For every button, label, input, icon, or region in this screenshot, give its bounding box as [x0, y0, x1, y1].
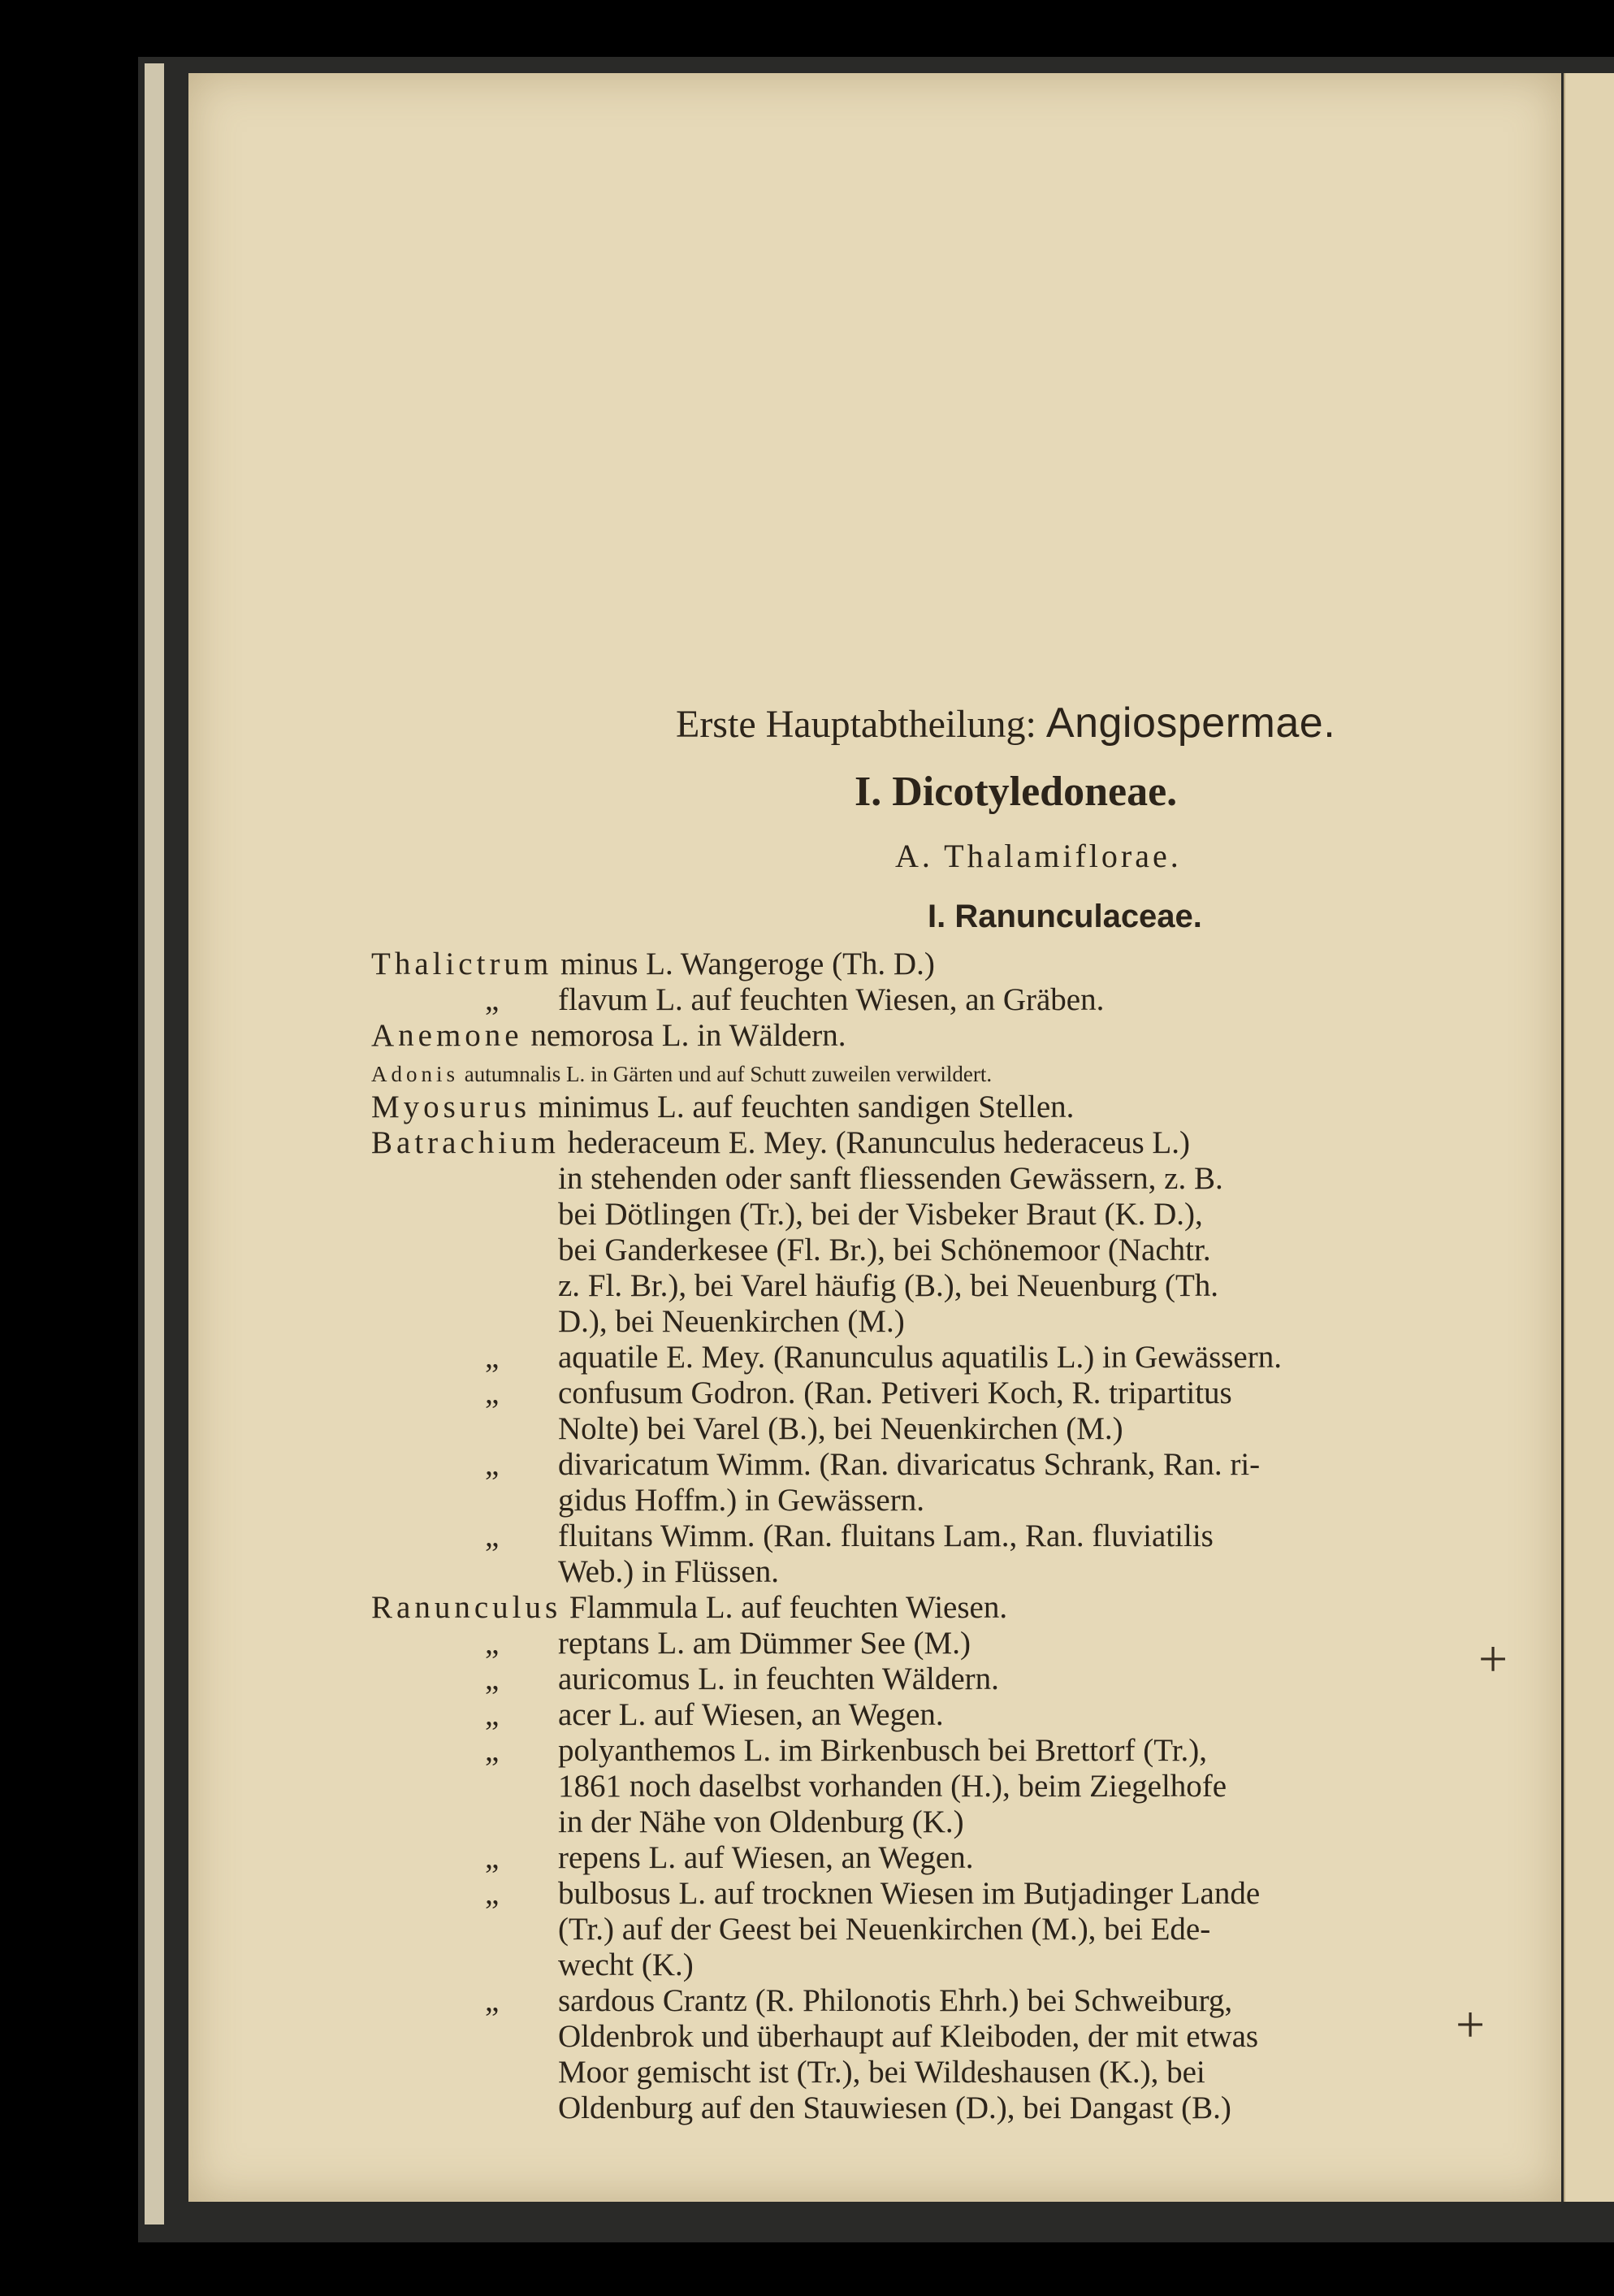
species-line [558, 2019, 1258, 2055]
species-text: auricomus L. in feuchten Wäldern. [558, 1661, 999, 1696]
ditto-mark: „ [485, 982, 500, 1017]
species-line [371, 1054, 992, 1092]
species-text: wecht (K.) [558, 1947, 694, 1982]
species-line [485, 1340, 1282, 1375]
division-heading [676, 699, 1335, 747]
species-line [558, 1161, 1223, 1197]
species-line [558, 1411, 1123, 1447]
genus-name: Myosurus [371, 1090, 531, 1124]
ditto-mark: „ [485, 1876, 500, 1911]
species-text: bei Dötlingen (Tr.), bei der Visbeker Braut (K. D.), [558, 1197, 1203, 1232]
species-text: Oldenbrok und überhaupt auf Kleiboden, der mit etwas [558, 2019, 1259, 2054]
species-line [371, 1018, 846, 1054]
species-line [485, 1840, 974, 1876]
species-text: gidus Hoffm.) in Gewässern. [558, 1483, 924, 1518]
species-line [558, 1304, 905, 1340]
species-line [485, 1733, 1208, 1769]
species-text: D.), bei Neuenkirchen (M.) [558, 1304, 905, 1339]
species-text: confusum Godron. (Ran. Petiveri Koch, R. tripartitus [558, 1375, 1232, 1410]
species-text: Oldenburg auf den Stauwiesen (D.), bei Dangast (B.) [558, 2090, 1231, 2125]
species-line [558, 1232, 1211, 1268]
next-page-edge [1564, 73, 1614, 2202]
species-text: in stehenden oder sanft fliessenden Gewässern, z. B. [558, 1161, 1223, 1196]
species-line [558, 1912, 1210, 1947]
species-line [371, 1590, 1007, 1626]
genus-name: Batrachium [371, 1125, 560, 1160]
species-text: Moor gemischt ist (Tr.), bei Wildeshausen (K.), bei [558, 2055, 1205, 2090]
species-text: hederaceum E. Mey. (Ranunculus hederaceus L.) [559, 1125, 1190, 1160]
species-text: divaricatum Wimm. (Ran. divaricatus Schrank, Ran. ri- [558, 1447, 1261, 1482]
species-text: 1861 noch daselbst vorhanden (H.), beim Ziegelhofe [558, 1769, 1227, 1804]
genus-name: Thalictrum [371, 947, 553, 981]
species-text: fluitans Wimm. (Ran. fluitans Lam., Ran. fluviatilis [558, 1518, 1214, 1553]
ditto-mark: „ [485, 1661, 500, 1696]
species-text: (Tr.) auf der Geest bei Neuenkirchen (M.), bei Ede- [558, 1912, 1211, 1947]
margin-mark: + [1456, 1995, 1486, 2053]
species-line [485, 1876, 1261, 1912]
species-text: Web.) in Flüssen. [558, 1554, 780, 1589]
species-line [371, 1090, 1074, 1125]
species-text: minimus L. auf feuchten sandigen Stellen. [530, 1090, 1075, 1124]
species-text: Flammula L. auf feuchten Wiesen. [561, 1590, 1008, 1625]
book-page [188, 73, 1561, 2202]
species-line [485, 1518, 1214, 1554]
margin-mark: + [1478, 1630, 1508, 1687]
species-line [558, 1947, 694, 1983]
species-text: reptans L. am Dümmer See (M.) [558, 1626, 971, 1661]
ditto-mark: „ [485, 1447, 500, 1482]
ditto-mark: „ [485, 1340, 500, 1375]
species-line [558, 1769, 1227, 1804]
species-text: bulbosus L. auf trocknen Wiesen im Butjadinger Lande [558, 1876, 1261, 1911]
species-text: aquatile E. Mey. (Ranunculus aquatilis L.) in Gewässern. [558, 1340, 1282, 1375]
genus-name: Anemone [371, 1018, 523, 1053]
species-line [558, 2055, 1205, 2090]
species-text: bei Ganderkesee (Fl. Br.), bei Schönemoor (Nachtr. [558, 1232, 1211, 1267]
ditto-mark: „ [485, 1840, 500, 1875]
division-prefix: Erste Hauptabtheilung: [676, 703, 1036, 746]
species-line [558, 1554, 779, 1590]
species-text: autumnalis L. in Gärten und auf Schutt zuweilen verwildert. [459, 1062, 993, 1086]
species-line [485, 1447, 1261, 1483]
species-line [485, 982, 1105, 1018]
species-line [558, 1197, 1203, 1232]
species-text: flavum L. auf feuchten Wiesen, an Gräben. [558, 982, 1105, 1017]
class-title: I. Dicotyledoneae. [855, 769, 1178, 815]
species-text: sardous Crantz (R. Philonotis Ehrh.) bei Schweiburg, [558, 1983, 1233, 2018]
ditto-mark: „ [485, 1518, 500, 1553]
species-text: minus L. Wangeroge (Th. D.) [552, 947, 935, 981]
genus-name: Ranunculus [371, 1590, 562, 1625]
species-text: in der Nähe von Oldenburg (K.) [558, 1804, 964, 1839]
species-line [371, 947, 935, 982]
species-line [485, 1983, 1233, 2019]
division-title: Angiospermae. [1045, 700, 1336, 747]
species-line [371, 1125, 1190, 1161]
species-line [485, 1661, 999, 1697]
ditto-mark: „ [485, 1697, 500, 1732]
ditto-mark: „ [485, 1375, 500, 1410]
species-line [558, 2090, 1231, 2126]
species-text: acer L. auf Wiesen, an Wegen. [558, 1697, 944, 1732]
page-edge [145, 63, 164, 2225]
species-text: nemorosa L. in Wäldern. [522, 1018, 846, 1053]
species-text: Nolte) bei Varel (B.), bei Neuenkirchen (M.) [558, 1411, 1123, 1446]
subclass-title: A. Thalamiflorae. [895, 838, 1182, 874]
family-title: I. Ranunculaceae. [928, 899, 1202, 934]
species-line [485, 1626, 971, 1661]
species-line [558, 1804, 964, 1840]
species-text: polyanthemos L. im Birkenbusch bei Brettorf (Tr.), [558, 1733, 1208, 1768]
genus-name: Adonis [371, 1062, 460, 1086]
species-line [558, 1268, 1218, 1304]
ditto-mark: „ [485, 1983, 500, 2018]
species-line [558, 1483, 924, 1518]
ditto-mark: „ [485, 1626, 500, 1661]
ditto-mark: „ [485, 1733, 500, 1768]
species-line [485, 1697, 944, 1733]
species-text: z. Fl. Br.), bei Varel häufig (B.), bei Neuenburg (Th. [558, 1268, 1219, 1303]
species-text: repens L. auf Wiesen, an Wegen. [558, 1840, 974, 1875]
species-line [485, 1375, 1232, 1411]
